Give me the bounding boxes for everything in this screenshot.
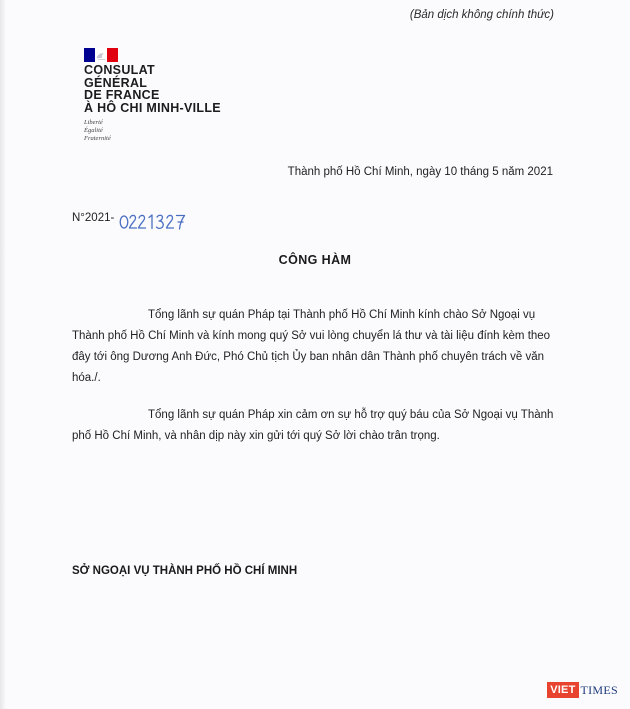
watermark-viet: VIET <box>547 682 578 698</box>
recipient: SỞ NGOẠI VỤ THÀNH PHỐ HỒ CHÍ MINH <box>72 565 298 577</box>
letter-paragraph: Tổng lãnh sự quán Pháp xin cảm ơn sự hỗ trợ quý báu của Sở Ngoại vụ Thành phố Hồ Chí Minh, và nhân dịp này xin gửi tới quý Sở lời chào trân trọng. <box>72 409 554 442</box>
consulate-name <box>84 64 254 114</box>
consulate-name-line: GÉNÉRAL <box>84 75 148 90</box>
watermark-times: TIMES <box>580 683 618 697</box>
reference-prefix: N°2021- <box>72 212 115 224</box>
scan-edge-shadow <box>0 0 6 709</box>
consulate-logo <box>84 48 254 143</box>
motto-line: Liberté <box>84 119 103 126</box>
letter-date: Thành phố Hồ Chí Minh, ngày 10 tháng 5 năm 2021 <box>287 166 553 178</box>
document-title: CÔNG HÀM <box>278 253 352 267</box>
republic-motto <box>84 119 254 143</box>
letter-paragraph: Tổng lãnh sự quán Pháp tại Thành phố Hồ Chí Minh kính chào Sở Ngoại vụ Thành phố Hồ Chí Minh và kính mong quý Sở vui lòng chuyển lá thư và tài liệu đính kèm theo đây tới ông Dương Anh Đức, Phó Chủ tịch Ủy ban nhân dân Thành phố chuyên trách về văn hóa./. <box>72 309 551 384</box>
motto-line: Fraternité <box>84 135 111 142</box>
consulate-name-line: DE FRANCE <box>84 88 160 102</box>
consulate-name-line: À HÔ CHI MINH-VILLE <box>84 100 221 115</box>
handwritten-reference-number <box>119 210 191 232</box>
consulate-name-line: CONSULAT <box>84 63 155 77</box>
unofficial-translation-note: (Bản dịch không chính thức) <box>409 9 554 21</box>
reference-number <box>72 208 272 234</box>
marianne-flag-icon <box>84 48 118 62</box>
viettimes-watermark <box>547 682 620 698</box>
motto-line: Égalité <box>84 127 103 134</box>
